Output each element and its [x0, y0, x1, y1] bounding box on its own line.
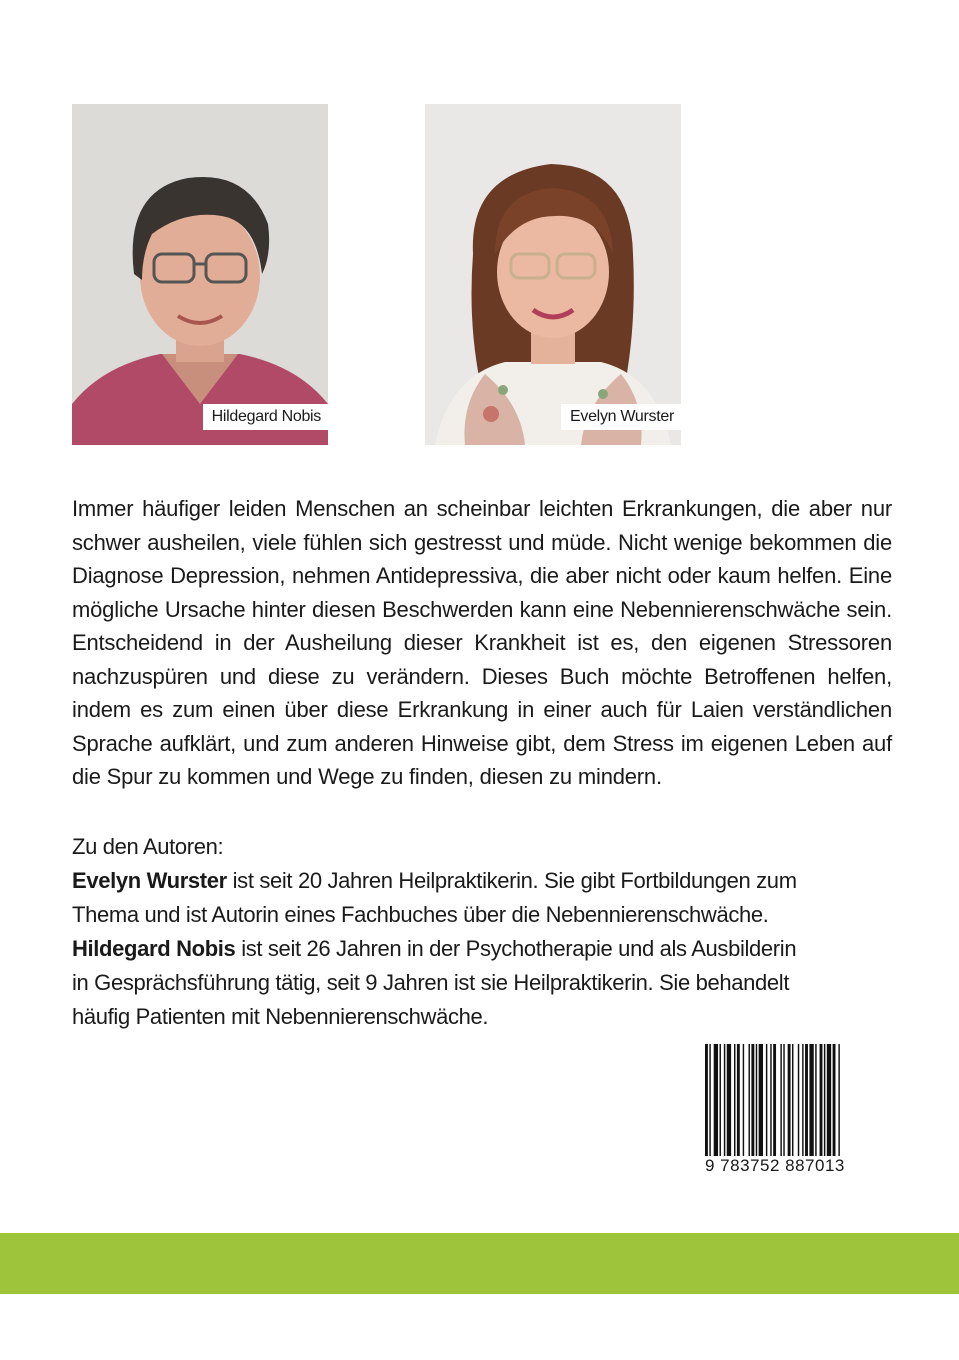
barcode-bar [724, 1044, 725, 1162]
author-name-nobis: Hildegard Nobis [72, 936, 236, 961]
barcode-bar [783, 1044, 784, 1162]
author-bio-wurster-line [72, 864, 902, 898]
barcode-bar [759, 1044, 763, 1162]
barcode-bar [714, 1044, 718, 1162]
barcode-bar [824, 1044, 825, 1162]
isbn-number: 9 783752 887013 [703, 1156, 881, 1176]
barcode-bar [827, 1044, 831, 1162]
barcode-bar [727, 1044, 731, 1162]
barcode-bar [798, 1044, 799, 1162]
barcode-bar [766, 1044, 767, 1162]
barcode-bar [737, 1044, 740, 1162]
barcode-bar [838, 1044, 839, 1162]
barcode-bar [770, 1044, 771, 1162]
barcode-bar [734, 1044, 735, 1162]
barcode-bar [788, 1044, 791, 1162]
barcode-bar [751, 1044, 754, 1162]
author-bio-text: in Gesprächsführung tätig, seit 9 Jahren ist sie Heilpraktikerin. Sie behandelt [72, 970, 790, 995]
barcode-bar [705, 1044, 708, 1162]
barcode-bar [756, 1044, 757, 1162]
author-name-wurster: Evelyn Wurster [72, 868, 227, 893]
barcode-bar [720, 1044, 721, 1162]
barcode-bar [792, 1044, 793, 1162]
green-footer-band [0, 1233, 959, 1294]
author-photo-evelyn-wurster [425, 104, 681, 445]
barcode-bar [749, 1044, 750, 1162]
barcode-bar [820, 1044, 823, 1162]
barcode-bar [802, 1044, 803, 1162]
barcode-bars [703, 1044, 881, 1164]
author-bio-text: Thema und ist Autorin eines Fachbuches über die Nebennierenschwäche. [72, 902, 769, 927]
author-photo-hildegard-nobis [72, 104, 328, 445]
portrait-illustration [425, 104, 681, 445]
barcode-bar [805, 1044, 808, 1162]
authors-section [72, 830, 902, 1034]
barcode-bar [815, 1044, 816, 1162]
book-blurb: Immer häufiger leiden Menschen an scheinbar leichten Erkrankungen, die aber nur schwer ausheilen, viele fühlen sich gestresst und müde. Nicht wenige bekommen die Diagnose Depression, nehmen Antidepressiva, die aber nicht oder kaum helfen. Eine mögliche Ursache hinter diesen Beschwerden kann eine Nebennierenschwäche sein. Entscheidend in der Ausheilung dieser Krankheit ist es, den eigenen Stressoren nachzuspüren und diese zu verändern. Dieses Buch möchte Betroffenen helfen, indem es zum einen über diese Erkrankung in einer auch für Laien verständlichen Sprache aufklärt, und zum anderen Hinweise gibt, dem Stress im eigenen Leben auf die Spur zu kommen und Wege zu finden, diesen zu mindern. [72, 496, 892, 789]
barcode-bar [773, 1044, 776, 1162]
photo-caption-nobis: Hildegard Nobis [203, 404, 328, 430]
author-bio-nobis-line [72, 932, 902, 966]
author-bio-text: ist seit 26 Jahren in der Psychotherapie und als Ausbilderin [235, 936, 797, 961]
barcode-bar [809, 1044, 813, 1162]
barcode-bar [709, 1044, 710, 1162]
barcode-bar [833, 1044, 836, 1162]
portrait-illustration [72, 104, 328, 445]
author-bio-text: ist seit 20 Jahren Heilpraktikerin. Sie gibt Fortbildungen zum [226, 868, 797, 893]
barcode-bar [743, 1044, 744, 1162]
authors-heading: Zu den Autoren: [72, 834, 224, 859]
photo-caption-wurster: Evelyn Wurster [561, 404, 681, 430]
author-bio-text: häufig Patienten mit Nebennierenschwäche. [72, 1004, 489, 1029]
barcode-bar [780, 1044, 781, 1162]
